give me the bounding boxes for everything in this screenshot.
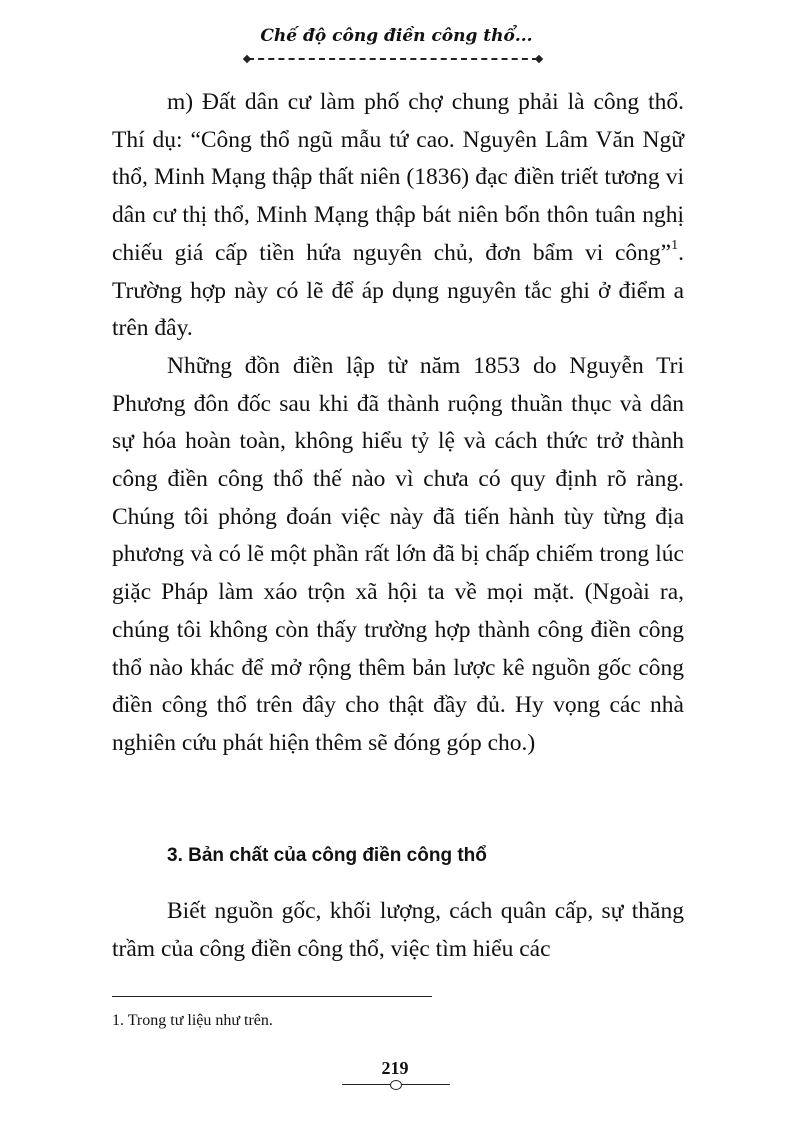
header-divider <box>248 58 538 60</box>
section-paragraph: Biết nguồn gốc, khối lượng, cách quân cấp, sự thăng trầm của công điền công thổ, việc tìm hiểu các <box>112 898 684 962</box>
paragraph-don-dien: Những đồn điền lập từ năm 1853 do Nguyễn Tri Phương đôn đốc sau khi đã thành ruộng thuần thục và dân sự hóa hoàn toàn, không hiểu tỷ lệ và cách thức trở thành công điền công thổ thế nào vì chưa có quy định rõ ràng. Chúng tôi phỏng đoán việc này đã tiến hành tùy từng địa phương và có lẽ một phần rất lớn đã bị chấp chiếm trong lúc giặc Pháp làm xáo trộn xã hội ta về mọi mặt. (Ngoài ra, chúng tôi không còn thấy trường hợp thành công điền công thổ nào khác để mở rộng thêm bản lược kê nguồn gốc công điền công thổ trên đây cho thật đầy đủ. Hy vọng các nhà nghiên cứu phát hiện thêm sẽ đóng góp cho.) <box>112 352 684 756</box>
page-number-ornament <box>342 1084 450 1085</box>
footnote-divider <box>112 996 432 997</box>
footnote: 1. Trong tư liệu như trên. <box>112 1012 273 1029</box>
body-text <box>112 84 684 763</box>
footnote-ref: 1 <box>671 237 679 253</box>
section-heading: 3. Bản chất của công điền công thổ <box>167 845 487 866</box>
paragraph-m-text-end: . Trường hợp này có lẽ để áp dụng nguyên tắc ghi ở điểm a trên đây. <box>112 239 684 342</box>
running-head: Chế độ công điền công thổ... <box>260 26 533 46</box>
paragraph-m <box>112 84 684 348</box>
paragraph-m-text: m) Đất dân cư làm phố chợ chung phải là công thổ. Thí dụ: “Công thổ ngũ mẫu tứ cao. Nguyên Lâm Văn Ngữ thổ, Minh Mạng thập thất niên (1836) đạc điền triết tương vi dân cư thị thổ, Minh Mạng thập bát niên bổn thôn tuân nghị chiếu giá cấp tiền hứa nguyên chủ, đơn bẩm vi công” <box>112 89 684 266</box>
page-number: 219 <box>381 1058 409 1078</box>
